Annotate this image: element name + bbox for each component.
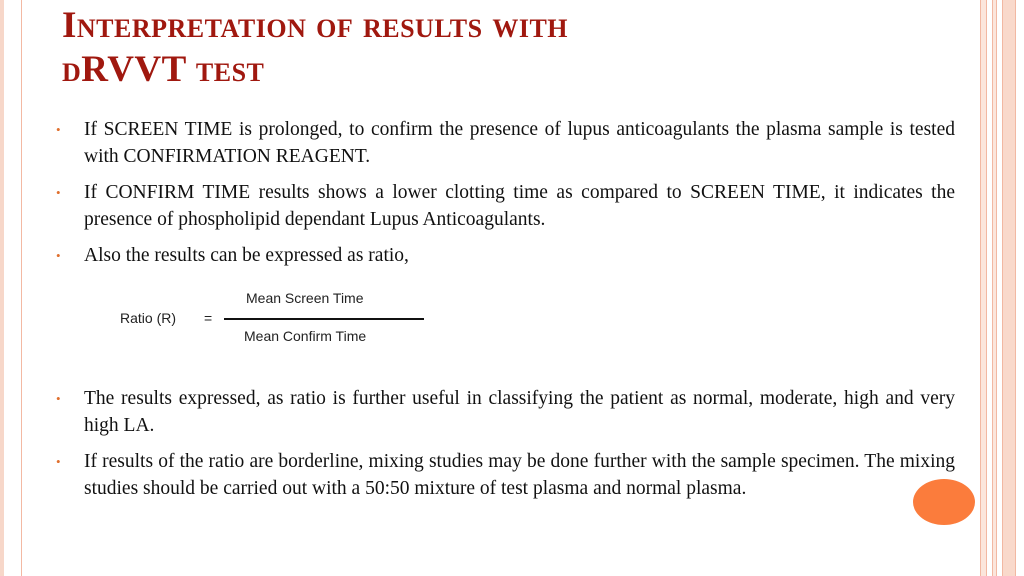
bullet-icon: • [56, 248, 61, 263]
bullet-icon: • [56, 122, 61, 137]
bullet-text: The results expressed, as ratio is further useful in classifying the patient as normal, moderate, high and very high LA. [84, 388, 955, 436]
fraction-bar [224, 318, 424, 320]
formula-denominator: Mean Confirm Time [244, 328, 367, 344]
bullet-item [50, 242, 955, 269]
bullet-text: If results of the ratio are borderline, mixing studies may be done further with the sample specimen. The mixing studies should be carried out with a 50:50 mixture of test plasma and normal plasma. [84, 451, 955, 499]
decorative-circle [913, 479, 975, 525]
bullet-item [50, 116, 955, 170]
bullet-icon: • [56, 391, 61, 406]
formula-equals: = [204, 310, 213, 326]
left-decorative-border [0, 0, 22, 576]
formula-numerator: Mean Screen Time [246, 290, 364, 306]
bullet-text: If SCREEN TIME is prolonged, to confirm the presence of lupus anticoagulants the plasma sample is tested with CONFIRMATION REAGENT. [84, 119, 955, 167]
right-decorative-border [980, 0, 1024, 576]
ratio-formula [120, 288, 440, 348]
border-stripe [1002, 0, 1016, 576]
bullet-list-bottom [50, 385, 955, 511]
bullet-icon: • [56, 185, 61, 200]
title-line-2: dRVVT test [62, 49, 265, 90]
slide-title [62, 4, 862, 92]
border-stripe [980, 0, 987, 576]
bullet-text: If CONFIRM TIME results shows a lower clotting time as compared to SCREEN TIME, it indicates the presence of phospholipid dependant Lupus Anticoagulants. [84, 182, 955, 230]
bullet-text: Also the results can be expressed as ratio, [84, 245, 409, 266]
bullet-icon: • [56, 454, 61, 469]
bullet-list-top [50, 116, 955, 278]
formula-label: Ratio (R) [120, 310, 177, 326]
title-line-1: Interpretation of results with [62, 5, 569, 46]
bullet-item [50, 179, 955, 233]
bullet-item [50, 448, 955, 502]
bullet-item [50, 385, 955, 439]
border-stripe [992, 0, 997, 576]
